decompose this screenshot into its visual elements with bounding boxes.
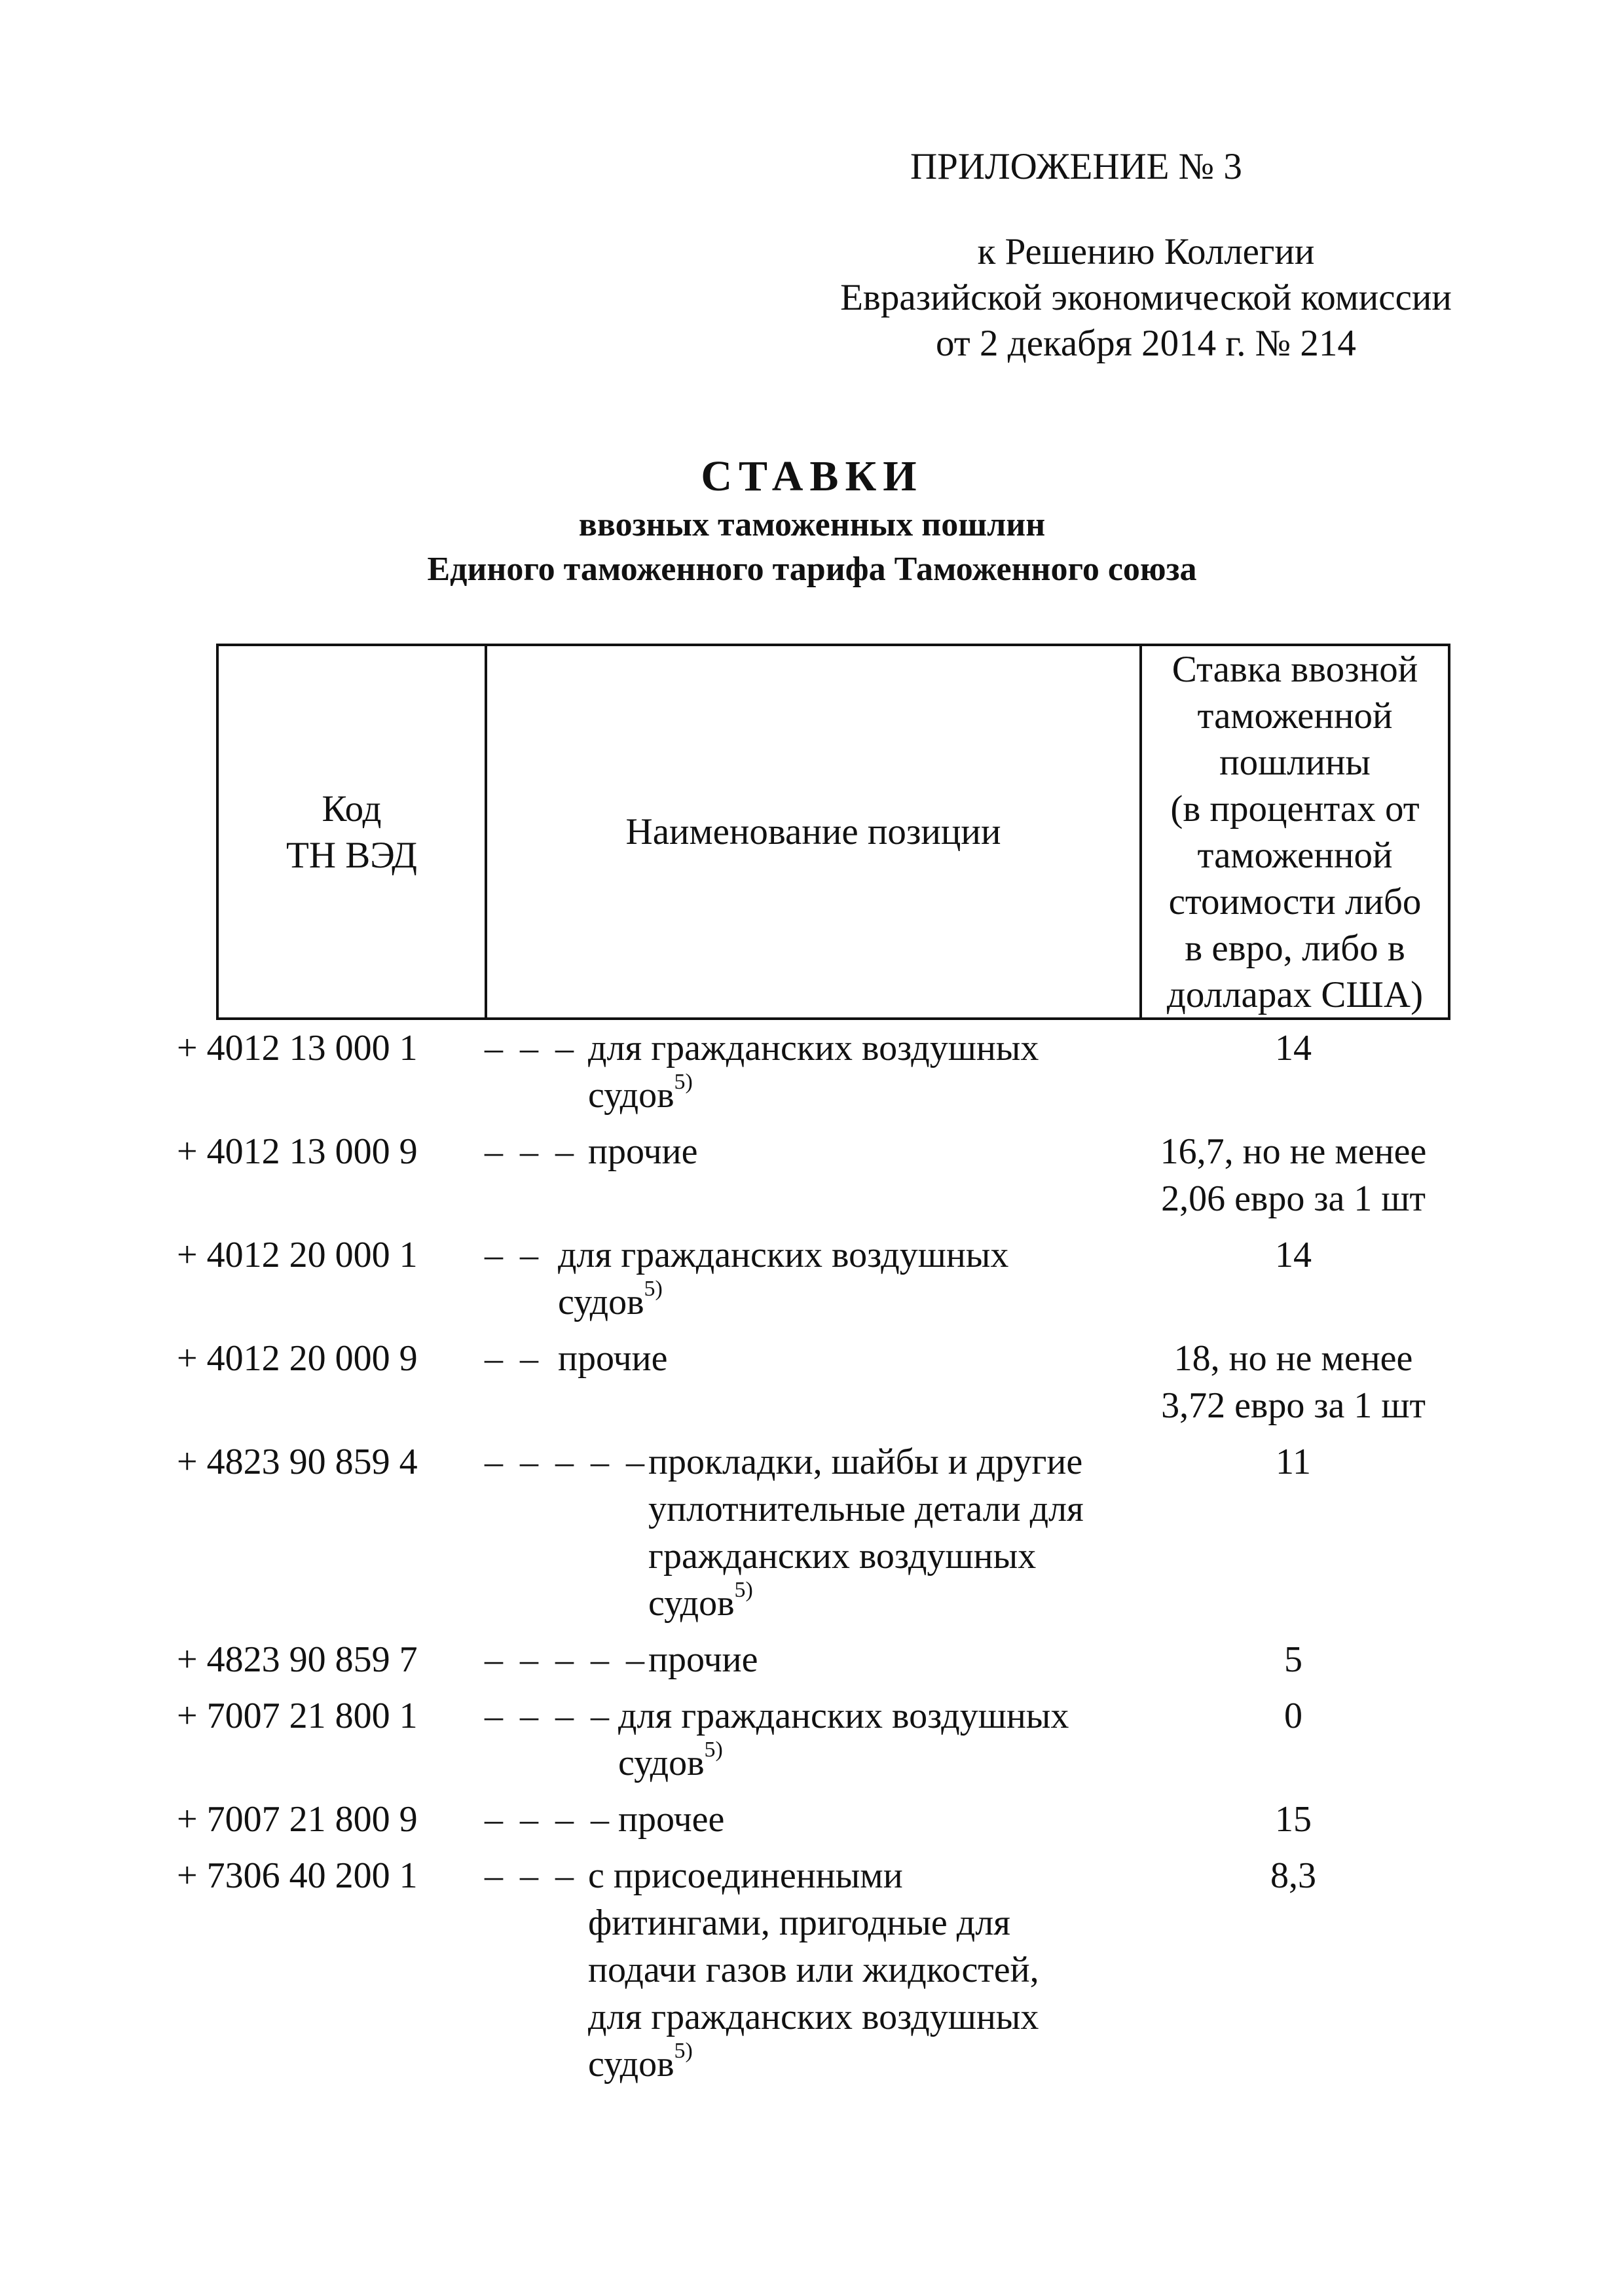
header-name: Наименование позиции (487, 646, 1142, 1017)
row-description-line: для гражданских воздушных (588, 1997, 1039, 2037)
footnote-ref: 5) (674, 1070, 693, 1094)
row-rate (1133, 1796, 1454, 1843)
row-rate-line: 14 (1275, 1235, 1312, 1275)
row-description-line: гражданских воздушных (648, 1536, 1037, 1576)
row-rate (1133, 1335, 1454, 1429)
header-rate-line: таможенной (1197, 695, 1393, 737)
row-description-line: судов$^{5)}$ (648, 1578, 753, 1624)
row-rate-line: 15 (1275, 1799, 1312, 1840)
row-code: + 7007 21 800 9 (177, 1799, 418, 1840)
annex-title: ПРИЛОЖЕНИЕ № 3 (910, 146, 1242, 187)
footnote-ref: 5) (644, 1277, 663, 1301)
row-description-line: подачи газов или жидкостей, (588, 1950, 1039, 1990)
header-rate-line: долларах США) (1166, 974, 1424, 1015)
document-title: СТАВКИ (701, 452, 923, 500)
row-rate (1133, 1231, 1454, 1279)
table-row (0, 1128, 1624, 1231)
row-description-line: судов$^{5)}$ (618, 1738, 723, 1783)
row-description-line: судов$^{5)}$ (558, 1277, 663, 1322)
header-rate-line: таможенной (1197, 834, 1393, 876)
row-description-line: для гражданских воздушных (618, 1696, 1069, 1736)
header-rate-line: стоимости либо (1168, 881, 1422, 922)
table-body (0, 1025, 1624, 2097)
row-description-line: прочие (648, 1639, 758, 1680)
row-level-dashes: – – – (485, 1131, 578, 1172)
annex-block (753, 144, 1539, 367)
row-rate (1133, 1438, 1454, 1485)
document-subtitle: Единого таможенного тарифа Таможенного союза (427, 551, 1197, 588)
row-rate-line: 2,06 евро за 1 шт (1161, 1178, 1426, 1219)
row-rate (1133, 1025, 1454, 1072)
row-level-dashes: – – – – (485, 1799, 613, 1840)
row-level-dashes: – – (485, 1235, 542, 1275)
row-level-dashes: – – – (485, 1855, 578, 1896)
row-rate-line: 3,72 евро за 1 шт (1161, 1385, 1426, 1426)
header-code-line: Код (322, 788, 382, 829)
row-description (588, 1852, 1151, 2088)
footnote-ref: 5) (704, 1738, 723, 1762)
row-rate (1133, 1128, 1454, 1222)
table-row (0, 1692, 1624, 1796)
row-rate (1133, 1852, 1454, 1899)
row-description-line: прочие (588, 1131, 698, 1172)
table-row (0, 1438, 1624, 1636)
row-code: + 4012 20 000 1 (177, 1235, 418, 1275)
row-rate-line: 14 (1275, 1028, 1312, 1068)
row-code: + 4823 90 859 4 (177, 1442, 418, 1482)
footnote-ref: 5) (734, 1578, 753, 1602)
header-rate-line: Ставка ввозной (1172, 648, 1418, 690)
row-description (618, 1796, 1181, 1843)
row-description (648, 1438, 1211, 1627)
row-rate-line: 11 (1276, 1442, 1311, 1482)
row-level-dashes: – – – – (485, 1696, 613, 1736)
row-level-dashes: – – – – – (485, 1442, 648, 1482)
header-code (219, 646, 487, 1017)
row-description-line: прокладки, шайбы и другие (648, 1442, 1083, 1482)
header-code-line: ТН ВЭД (286, 834, 417, 876)
row-rate-line: 18, но не менее (1173, 1338, 1413, 1379)
row-rate (1133, 1692, 1454, 1740)
annex-line: от 2 декабря 2014 г. № 214 (936, 323, 1356, 364)
header-rate (1142, 646, 1448, 1017)
header-rate-line: в евро, либо в (1185, 927, 1405, 969)
row-description-line: для гражданских воздушных (558, 1235, 1009, 1275)
table-row (0, 1852, 1624, 2097)
row-description (618, 1692, 1181, 1787)
row-code: + 4823 90 859 7 (177, 1639, 418, 1680)
row-description (588, 1025, 1151, 1119)
row-description-line: прочие (558, 1338, 668, 1379)
row-rate-line: 0 (1284, 1696, 1302, 1736)
row-level-dashes: – – – (485, 1028, 578, 1068)
row-rate (1133, 1636, 1454, 1683)
table-row (0, 1025, 1624, 1128)
table-row (0, 1231, 1624, 1335)
row-description-line: с присоединенными (588, 1855, 903, 1896)
table-row (0, 1796, 1624, 1852)
row-description-line: судов$^{5)}$ (588, 2039, 693, 2085)
row-code: + 7007 21 800 1 (177, 1696, 418, 1736)
footnote-ref: 5) (674, 2039, 693, 2063)
row-level-dashes: – – (485, 1338, 542, 1379)
row-description (648, 1636, 1211, 1683)
row-rate-line: 5 (1284, 1639, 1302, 1680)
table-header (216, 644, 1450, 1020)
row-description (558, 1231, 1121, 1326)
row-code: + 4012 20 000 9 (177, 1338, 418, 1379)
row-description-line: судов$^{5)}$ (588, 1070, 693, 1116)
annex-line: к Решению Коллегии (977, 231, 1315, 272)
table-row (0, 1335, 1624, 1438)
row-description (588, 1128, 1151, 1175)
row-code: + 4012 13 000 9 (177, 1131, 418, 1172)
row-level-dashes: – – – – – (485, 1639, 648, 1680)
header-rate-line: пошлины (1219, 741, 1371, 783)
row-description-line: фитингами, пригодные для (588, 1903, 1010, 1943)
row-description (558, 1335, 1121, 1382)
row-rate-line: 8,3 (1270, 1855, 1316, 1896)
annex-line: Евразийской экономической комиссии (840, 277, 1452, 318)
row-description-line: прочее (618, 1799, 725, 1840)
row-description-line: уплотнительные детали для (648, 1489, 1084, 1529)
row-code: + 4012 13 000 1 (177, 1028, 418, 1068)
header-rate-line: (в процентах от (1170, 788, 1420, 829)
document-subtitle: ввозных таможенных пошлин (578, 506, 1046, 543)
row-description-line: для гражданских воздушных (588, 1028, 1039, 1068)
row-rate-line: 16,7, но не менее (1160, 1131, 1427, 1172)
table-row (0, 1636, 1624, 1692)
row-code: + 7306 40 200 1 (177, 1855, 418, 1896)
